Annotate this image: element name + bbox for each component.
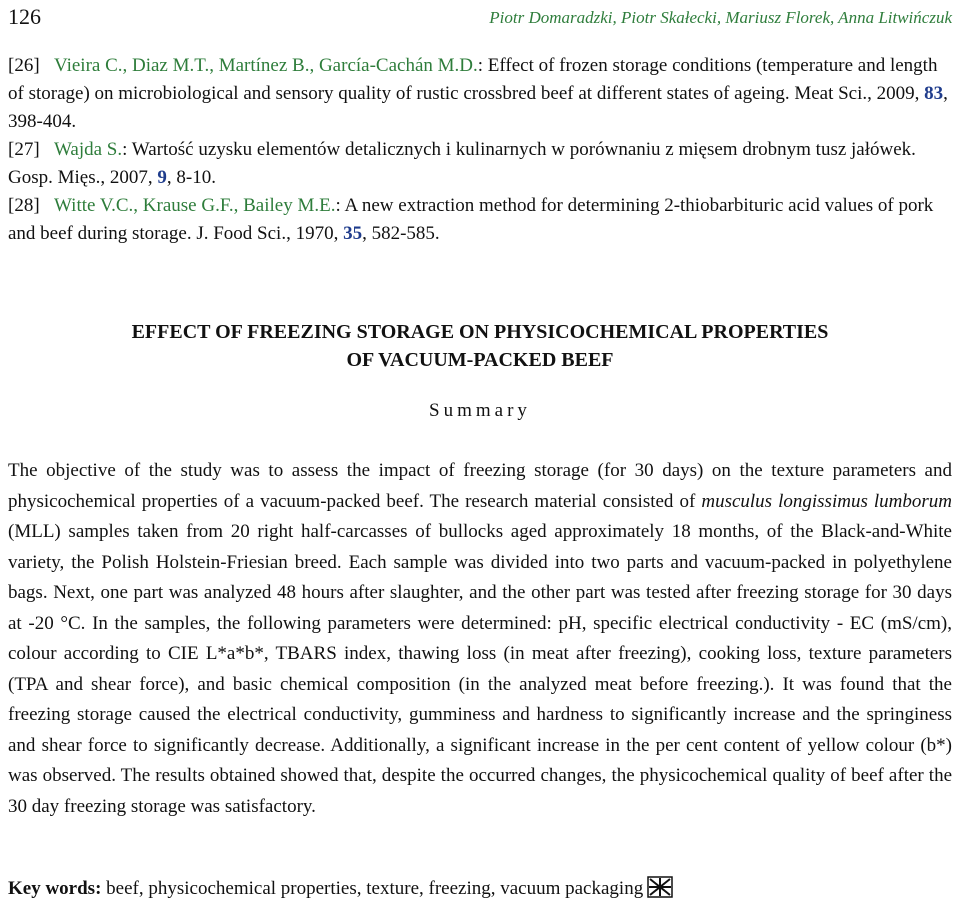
summary-heading: Summary: [429, 400, 531, 421]
reference-pages: , 398-404.: [8, 83, 948, 132]
page-header: [8, 4, 952, 34]
reference-pages: , 582-585.: [362, 223, 440, 244]
keywords-text: beef, physicochemical properties, texture, freezing, vacuum packaging: [101, 878, 644, 899]
title-line-2: OF VACUUM-PACKED BEEF: [346, 349, 614, 371]
article-title: [8, 318, 952, 374]
running-head: Piotr Domaradzki, Piotr Skałecki, Mariusz Florek, Anna Litwińczuk: [489, 8, 952, 27]
keywords-label: Key words:: [8, 878, 102, 899]
title-line-1: EFFECT OF FREEZING STORAGE ON PHYSICOCHEMICAL PROPERTIES: [131, 321, 829, 343]
abstract-text-2: (MLL) samples taken from 20 right half-carcasses of bullocks aged approximately 18 months, of the Black-and-White variety, the Polish Holstein-Friesian breed. Each sample was divided into two parts and vacuum-packed in polyethylene bags. Next, one part was analyzed 48 hours after slaughter, and the other part was tested after freezing storage for 30 days at -20 °C. In the samples, the following parameters were determined: pH, specific electrical conductivity - EC (mS/cm), colour according to CIE L*a*b*, TBARS index, thawing loss (in meat after freezing), cooking loss, texture parameters (TPA and shear force), and basic chemical composition (in the analyzed meat before freezing.). It was found that the freezing storage caused the electrical conductivity, gumminess and hardness to significantly increase and the springiness and shear force to significantly decrease. Additionally, a significant increase in the per cent content of yellow colour (b*) was observed. The results obtained showed that, despite the occurred changes, the physicochemical quality of beef after the 30 day freezing storage was satisfactory.: [8, 521, 952, 817]
abstract-latin-term: musculus longissimus lumborum: [701, 490, 953, 512]
keywords-line: [8, 876, 952, 902]
reference-volume: 83: [924, 83, 944, 104]
abstract-paragraph: [8, 456, 952, 822]
abstract-text-1: The objective of the study was to assess the impact of freezing storage (for 30 days) on the texture parameters and physicochemical properties of a vacuum-packed beef. The research material consisted of: [8, 460, 952, 512]
reference-volume: 9: [157, 167, 167, 188]
reference-text: : Effect of frozen storage conditions (temperature and length of storage) on microbiological and sensory quality of rustic crossbred beef at different states of ageing. Meat Sci., 2009,: [8, 55, 938, 104]
page-number: 126: [8, 4, 41, 29]
reference-item: [8, 136, 952, 192]
reference-list: [8, 52, 952, 248]
reference-text: : Wartość uzysku elementów detalicznych i kulinarnych w porównaniu z mięsem drobnym tusz jałówek. Gosp. Mięs., 2007,: [8, 139, 916, 188]
reference-authors: Vieira C., Diaz M.T., Martínez B., García-Cachán M.D.: [54, 55, 478, 76]
reference-item: [8, 192, 952, 248]
reference-number: [28]: [8, 195, 40, 216]
reference-authors: Wajda S.: [54, 139, 123, 160]
reference-volume: 35: [343, 223, 363, 244]
end-mark-icon: [647, 876, 673, 898]
reference-number: [26]: [8, 55, 40, 76]
reference-pages: , 8-10.: [166, 167, 216, 188]
reference-number: [27]: [8, 139, 40, 160]
reference-item: [8, 52, 952, 136]
reference-text: : A new extraction method for determining 2-thiobarbituric acid values of pork and beef during storage. J. Food Sci., 1970,: [8, 195, 934, 244]
reference-authors: Witte V.C., Krause G.F., Bailey M.E.: [54, 195, 336, 216]
